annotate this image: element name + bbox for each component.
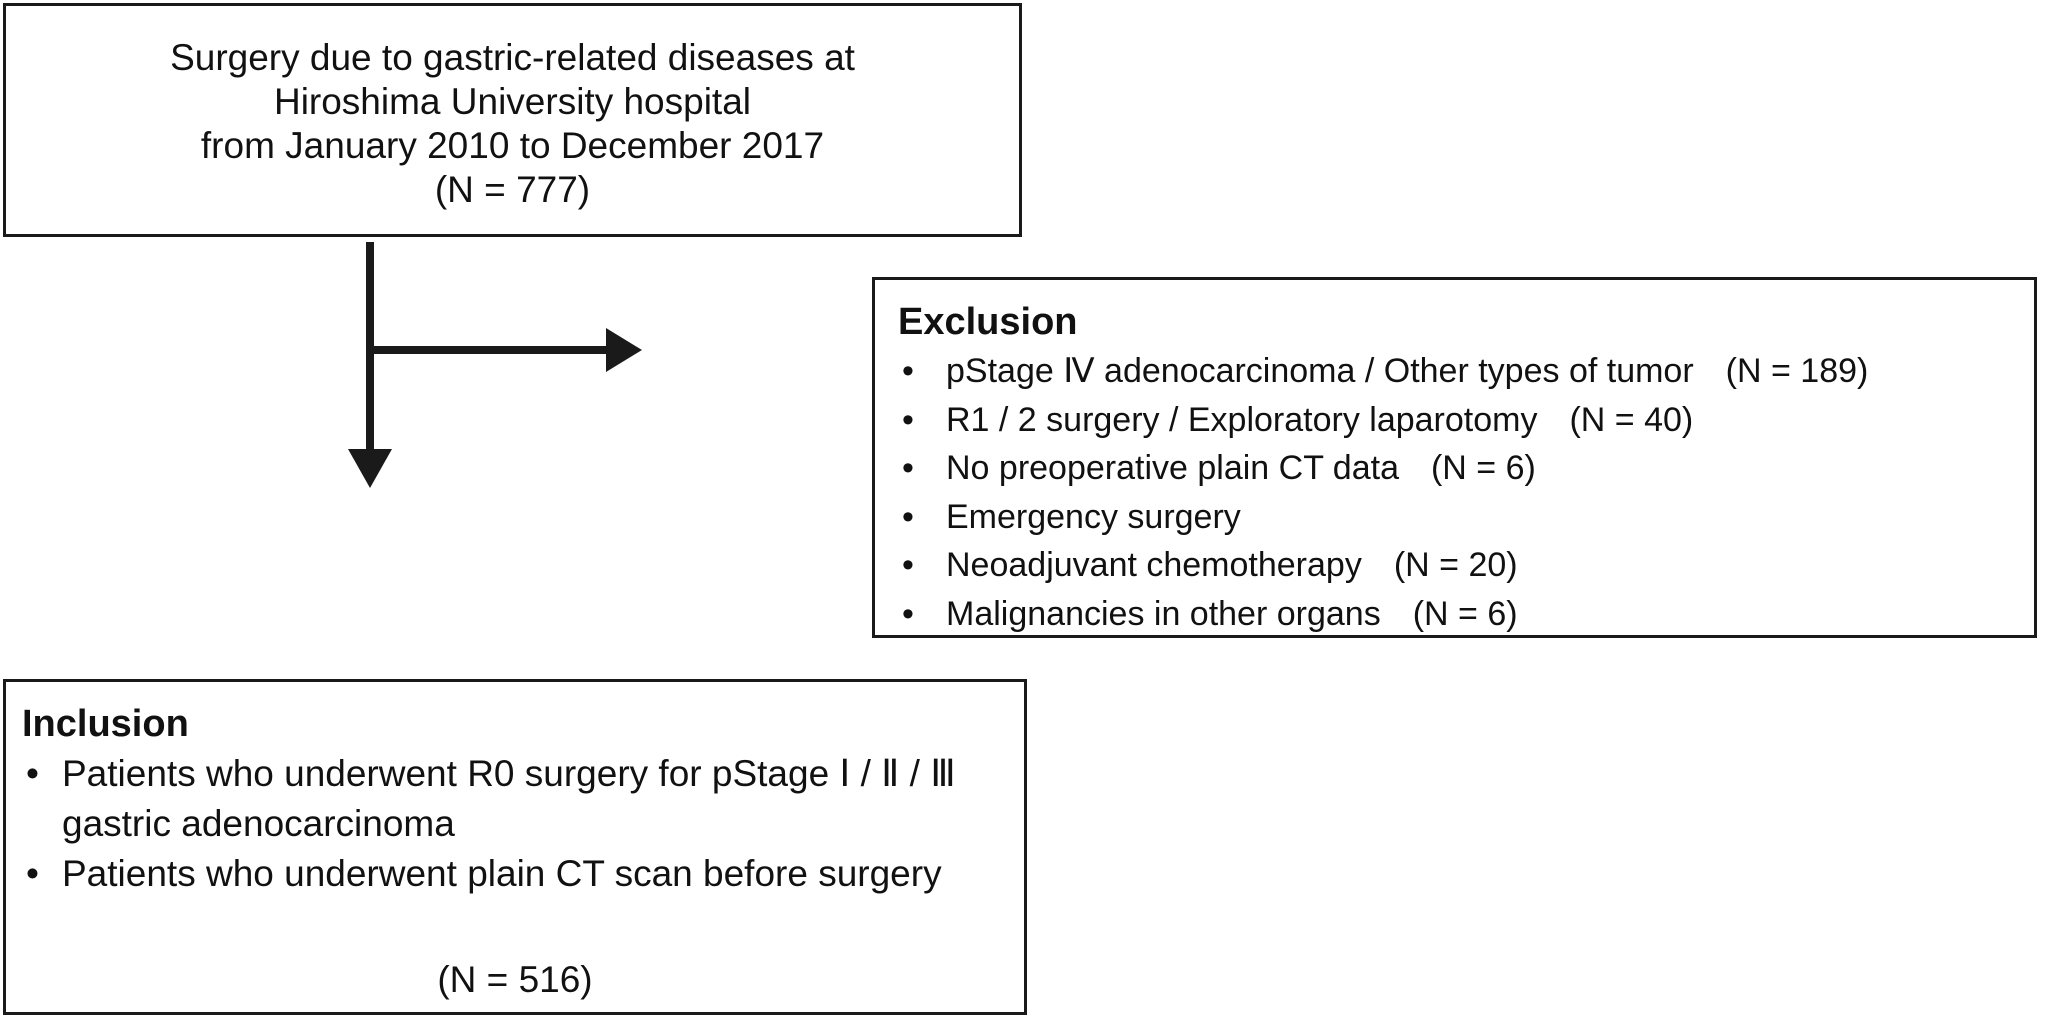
exclusion-item — [898, 493, 2034, 542]
inclusion-heading: Inclusion — [22, 703, 189, 745]
exclusion-item-count: (N = 6) — [1430, 449, 1536, 487]
inclusion-item — [22, 749, 1024, 849]
down-arrowhead — [348, 449, 392, 488]
inclusion-item — [22, 849, 1024, 899]
bullet: • — [902, 546, 914, 584]
exclusion-heading: Exclusion — [898, 301, 1078, 343]
exclusion-item-count: (N = 6) — [1412, 594, 1518, 633]
exclusion-item-text: R1 / 2 surgery / Exploratory laparotomy — [946, 400, 1538, 439]
bullet: • — [902, 594, 914, 633]
inclusion-total-count: (N = 516) — [437, 959, 593, 1000]
source-total-count: (N = 777) — [434, 169, 591, 210]
bullet: • — [26, 853, 39, 894]
exclusion-item-text: Malignancies in other organs — [946, 594, 1381, 633]
bullet: • — [902, 449, 914, 487]
exclusion-box — [872, 277, 2037, 638]
right-arrowhead — [606, 328, 642, 372]
source-line-3: from January 2010 to December 2017 — [200, 125, 825, 166]
bullet: • — [902, 497, 914, 536]
inclusion-box — [3, 679, 1027, 1015]
exclusion-item-text: Emergency surgery — [946, 497, 1241, 536]
exclusion-list — [898, 347, 2034, 638]
exclusion-item-count: (N = 189) — [1725, 352, 1869, 390]
exclusion-item-count: (N = 20) — [1393, 546, 1518, 584]
exclusion-item-text: pStage Ⅳ adenocarcinoma / Other types of tumor — [946, 352, 1694, 390]
exclusion-item — [898, 396, 2034, 445]
inclusion-list — [22, 749, 1024, 899]
inclusion-item-text: Patients who underwent R0 surgery for pStage Ⅰ / Ⅱ / Ⅲ gastric adenocarcinoma — [62, 753, 956, 844]
exclusion-item-text: Neoadjuvant chemotherapy — [946, 546, 1362, 584]
bullet: • — [902, 352, 914, 390]
exclusion-item — [898, 444, 2034, 493]
exclusion-item — [898, 590, 2034, 639]
exclusion-item — [898, 347, 2034, 396]
bullet: • — [26, 753, 39, 794]
inclusion-item-text: Patients who underwent plain CT scan before surgery — [62, 853, 942, 894]
source-line-1: Surgery due to gastric-related diseases at — [170, 37, 855, 78]
exclusion-item — [898, 541, 2034, 590]
exclusion-item-text: No preoperative plain CT data — [946, 449, 1399, 487]
exclusion-item-count: (N = 40) — [1569, 400, 1694, 439]
bullet: • — [902, 400, 914, 439]
source-line-2: Hiroshima University hospital — [273, 81, 752, 122]
source-population-box — [3, 3, 1022, 237]
